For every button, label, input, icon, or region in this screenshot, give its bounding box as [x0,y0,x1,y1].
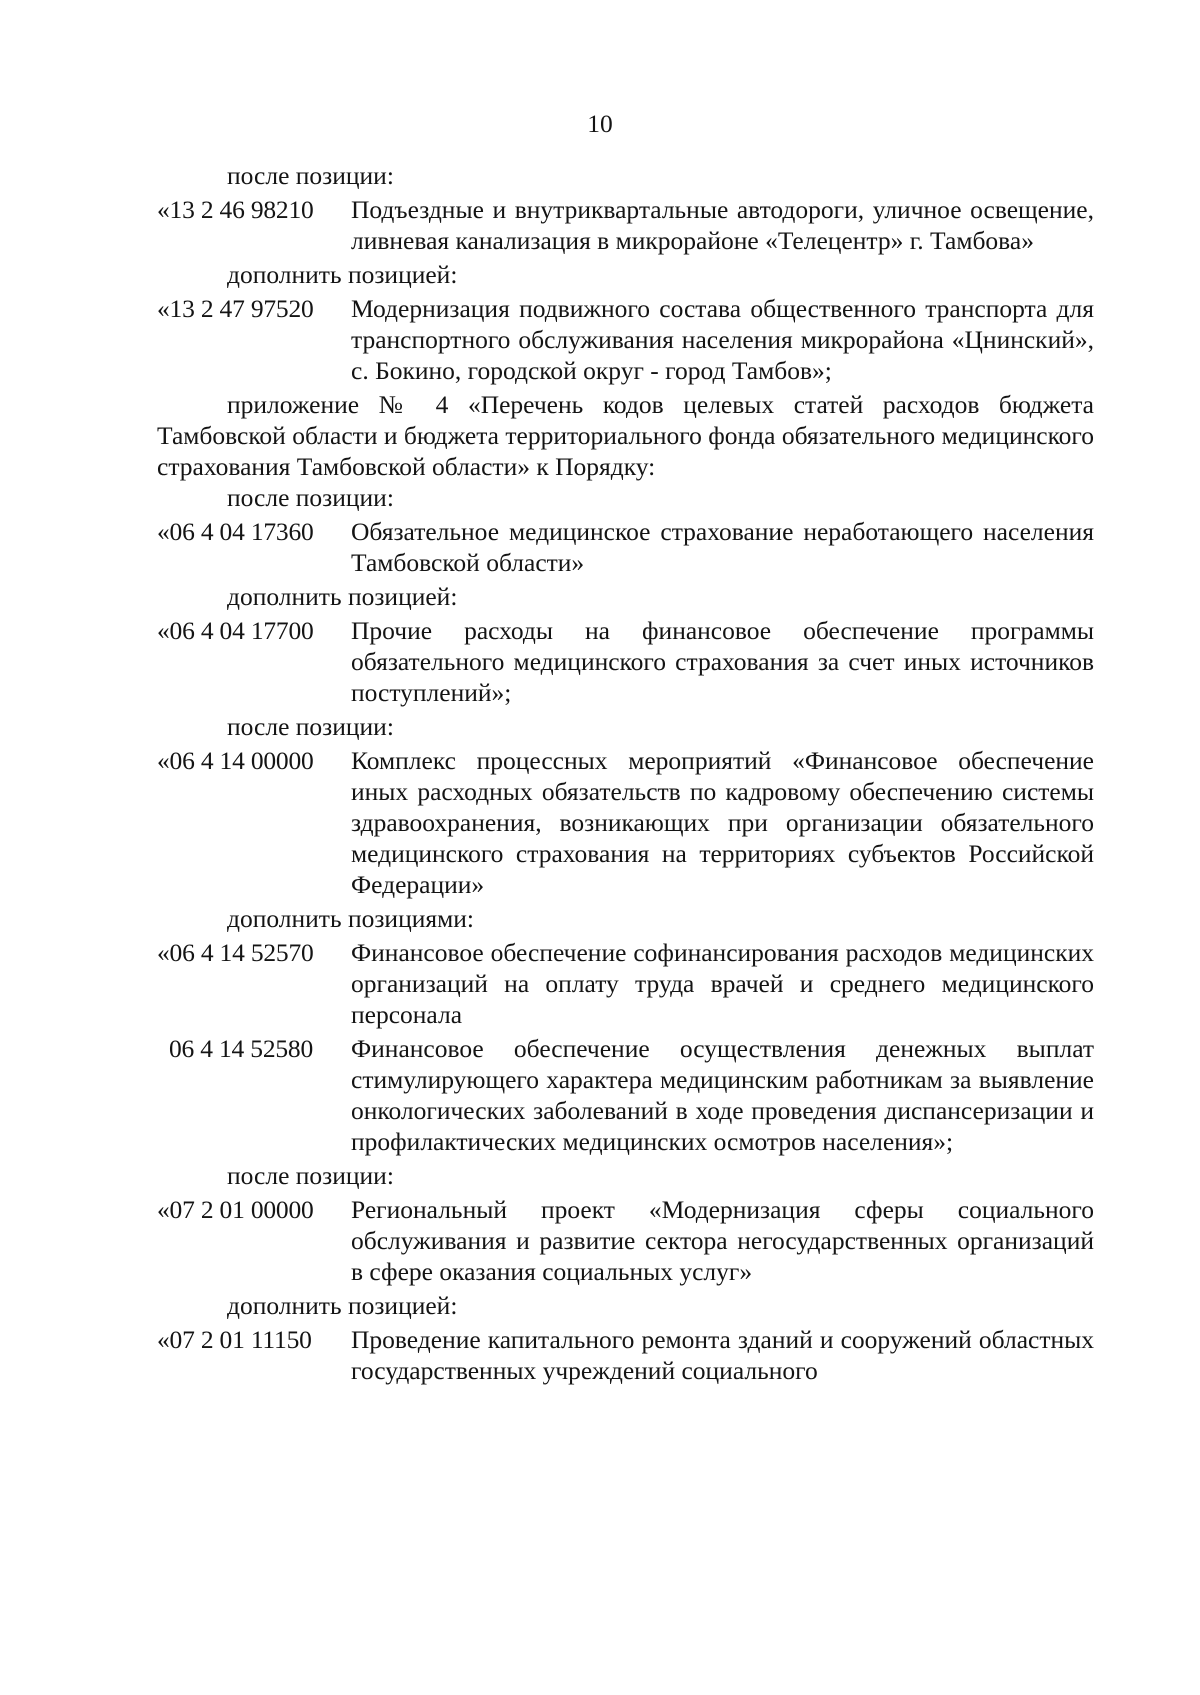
entry-description: Модернизация подвижного состава общественного транспорта для транспортного обслуживания населения микрорайона «Цнинский», с. Бокино, городской округ - город Тамбов»; [351,294,1094,385]
entry-description: Комплекс процессных мероприятий «Финансовое обеспечение иных расходных обязательств по кадровому обеспечению системы здравоохранения, возникающих при организации обязательного медицинского страхования на территориях субъектов Российской Федерации» [351,746,1094,899]
paragraph: приложение № 4 «Перечень кодов целевых статей расходов бюджета Тамбовской области и бюджета территориального фонда обязательного медицинского страхования Тамбовской области» к Порядку: [157,390,1094,481]
entry-description: Обязательное медицинское страхование неработающего населения Тамбовской области» [351,517,1094,577]
entry-code: «06 4 14 52570 [157,938,314,967]
instruction-line: после позиции: [227,161,394,190]
instruction-line: дополнить позицией: [227,260,458,289]
code-entry [157,194,1094,256]
entry-code: «07 2 01 11150 [157,1325,312,1354]
instruction-line: дополнить позицией: [227,1291,458,1320]
entry-code: «06 4 14 00000 [157,746,314,775]
code-entry [157,745,1094,900]
entry-code: «06 4 04 17360 [157,517,314,546]
entry-code: «13 2 46 98210 [157,195,314,224]
entry-description: Подъездные и внутриквартальные автодороги, уличное освещение, ливневая канализация в микрорайоне «Телецентр» г. Тамбова» [351,195,1094,255]
entry-description: Прочие расходы на финансовое обеспечение программы обязательного медицинского страхования за счет иных источников поступлений»; [351,616,1094,707]
instruction-line: после позиции: [227,483,394,512]
document-body [157,160,1094,1389]
code-entry [157,1324,1094,1386]
code-entry [157,1194,1094,1287]
code-entry [157,293,1094,386]
entry-code: «06 4 04 17700 [157,616,314,645]
code-entry [157,516,1094,578]
entry-description: Региональный проект «Модернизация сферы социального обслуживания и развитие сектора негосударственных организаций в сфере оказания социальных услуг» [351,1195,1094,1286]
entry-description: Финансовое обеспечение софинансирования расходов медицинских организаций на оплату труда врачей и среднего медицинского персонала [351,938,1094,1029]
page-number: 10 [587,109,613,138]
entry-description: Проведение капитального ремонта зданий и сооружений областных государственных учреждений социального [351,1325,1094,1385]
code-entry [157,1033,1094,1157]
instruction-line: дополнить позицией: [227,582,458,611]
code-entry [157,615,1094,708]
entry-code: 06 4 14 52580 [169,1034,314,1063]
entry-description: Финансовое обеспечение осуществления денежных выплат стимулирующего характера медицинским работникам за выявление онкологических заболеваний в ходе проведения диспансеризации и профилактических медицинских осмотров населения»; [351,1034,1094,1156]
instruction-line: после позиции: [227,712,394,741]
instruction-line: после позиции: [227,1161,394,1190]
entry-code: «13 2 47 97520 [157,294,314,323]
entry-code: «07 2 01 00000 [157,1195,314,1224]
instruction-line: дополнить позициями: [227,904,474,933]
code-entry [157,937,1094,1030]
